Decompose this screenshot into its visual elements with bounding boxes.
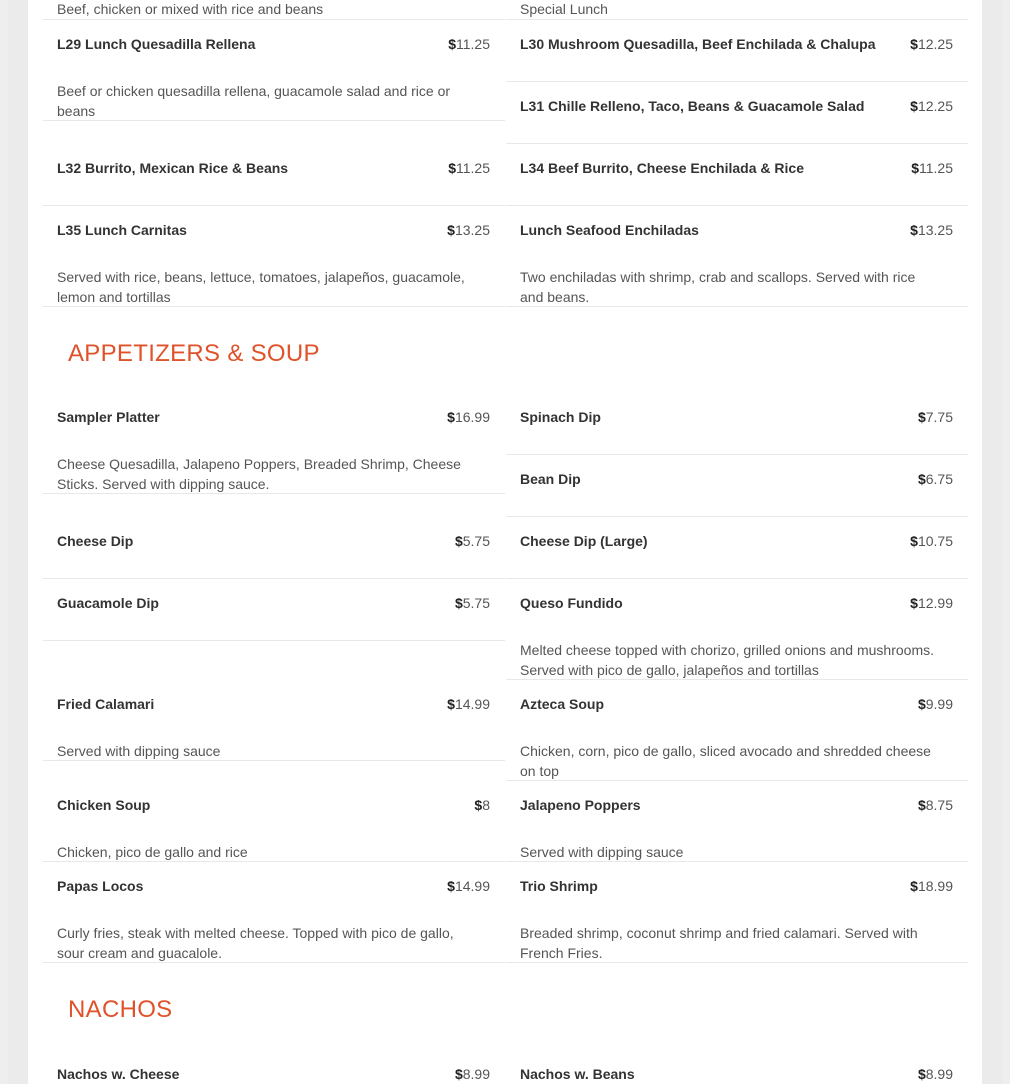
item-description: Curly fries, steak with melted cheese. Topped with pico de gallo, sour cream and guacalole. xyxy=(57,925,454,961)
menu-item[interactable] xyxy=(506,862,968,963)
item-name: L32 Burrito, Mexican Rice & Beans xyxy=(57,160,289,176)
item-description-fragment: Beef, chicken or mixed with rice and beans xyxy=(57,1,324,17)
menu-item[interactable] xyxy=(506,82,968,144)
item-description: Chicken, corn, pico de gallo, sliced avocado and shredded cheese on top xyxy=(520,743,931,779)
menu-item[interactable] xyxy=(506,517,968,579)
section-title-appetizers: APPETIZERS & SOUP xyxy=(68,340,320,367)
item-name: Nachos w. Beans xyxy=(520,1066,635,1082)
item-price: $5.75 xyxy=(454,595,490,611)
item-name: Azteca Soup xyxy=(520,696,605,712)
item-price: $5.75 xyxy=(454,533,490,549)
menu-item[interactable] xyxy=(43,20,505,121)
item-price: $8.75 xyxy=(917,797,953,813)
item-name: Fried Calamari xyxy=(57,696,155,712)
item-description: Cheese Quesadilla, Jalapeno Poppers, Breaded Shrimp, Cheese Sticks. Served with dipping sauce. xyxy=(57,456,461,492)
item-name: Guacamole Dip xyxy=(57,595,159,611)
item-name: Cheese Dip xyxy=(57,533,134,549)
item-name: Lunch Seafood Enchiladas xyxy=(520,222,699,238)
item-name: L35 Lunch Carnitas xyxy=(57,222,187,238)
menu-item[interactable] xyxy=(43,1050,505,1084)
item-name: Queso Fundido xyxy=(520,595,623,611)
item-name: Cheese Dip (Large) xyxy=(520,533,648,549)
item-description: Served with rice, beans, lettuce, tomatoes, jalapeños, guacamole, lemon and tortillas xyxy=(57,269,465,305)
item-price: $8.99 xyxy=(917,1066,953,1082)
item-price: $14.99 xyxy=(447,878,490,894)
item-price: $8.99 xyxy=(454,1066,490,1082)
menu-item[interactable] xyxy=(43,393,505,494)
menu-item[interactable] xyxy=(506,455,968,517)
item-price: $11.25 xyxy=(448,36,490,52)
menu-item[interactable] xyxy=(506,393,968,455)
item-name: Bean Dip xyxy=(520,471,581,487)
item-description: Breaded shrimp, coconut shrimp and fried calamari. Served with French Fries. xyxy=(520,925,918,961)
menu-item[interactable] xyxy=(506,579,968,680)
item-price: $14.99 xyxy=(447,696,490,712)
item-name: Papas Locos xyxy=(57,878,144,894)
menu-item[interactable] xyxy=(506,20,968,82)
menu-item[interactable] xyxy=(43,680,505,761)
item-name: Trio Shrimp xyxy=(520,878,598,894)
item-description: Served with dipping sauce xyxy=(57,743,221,759)
item-name: Jalapeno Poppers xyxy=(520,797,641,813)
item-name: L31 Chille Relleno, Taco, Beans & Guacamole Salad xyxy=(520,98,865,114)
section-title-nachos: NACHOS xyxy=(68,996,173,1023)
item-price: $7.75 xyxy=(917,409,953,425)
item-price: $18.99 xyxy=(910,878,953,894)
menu-item[interactable] xyxy=(506,144,968,206)
item-price: $13.25 xyxy=(910,222,953,238)
item-price: $11.25 xyxy=(448,160,490,176)
menu-item[interactable] xyxy=(43,781,505,862)
item-price: $11.25 xyxy=(911,160,953,176)
menu-item[interactable] xyxy=(43,579,505,641)
menu-item[interactable] xyxy=(43,862,505,963)
item-name: Spinach Dip xyxy=(520,409,601,425)
item-price: $6.75 xyxy=(917,471,953,487)
item-price: $10.75 xyxy=(910,533,953,549)
item-price: $13.25 xyxy=(447,222,490,238)
item-price: $9.99 xyxy=(917,696,953,712)
item-price: $8 xyxy=(474,797,490,813)
item-name: L30 Mushroom Quesadilla, Beef Enchilada & Chalupa xyxy=(520,36,876,52)
item-description: Served with dipping sauce xyxy=(520,844,684,860)
item-description: Beef or chicken quesadilla rellena, guacamole salad and rice or beans xyxy=(57,83,451,119)
item-name: L34 Beef Burrito, Cheese Enchilada & Rice xyxy=(520,160,804,176)
item-description: Chicken, pico de gallo and rice xyxy=(57,844,248,860)
menu-item[interactable] xyxy=(43,206,505,307)
menu-item[interactable] xyxy=(506,680,968,781)
item-price: $16.99 xyxy=(447,409,490,425)
item-name: Nachos w. Cheese xyxy=(57,1066,180,1082)
item-price: $12.25 xyxy=(910,36,953,52)
item-description-fragment: Special Lunch xyxy=(520,1,608,17)
item-name: Sampler Platter xyxy=(57,409,160,425)
item-description: Two enchiladas with shrimp, crab and scallops. Served with rice and beans. xyxy=(520,269,916,305)
item-price: $12.25 xyxy=(910,98,953,114)
item-name: L29 Lunch Quesadilla Rellena xyxy=(57,36,256,52)
item-price: $12.99 xyxy=(910,595,953,611)
menu-item[interactable] xyxy=(506,1050,968,1084)
item-name: Chicken Soup xyxy=(57,797,151,813)
menu-item[interactable] xyxy=(506,781,968,862)
menu-item[interactable] xyxy=(43,517,505,579)
menu-item[interactable] xyxy=(506,206,968,307)
item-description: Melted cheese topped with chorizo, grilled onions and mushrooms. Served with pico de gallo, jalapeños and tortillas xyxy=(520,642,935,678)
menu-item[interactable] xyxy=(43,144,505,206)
